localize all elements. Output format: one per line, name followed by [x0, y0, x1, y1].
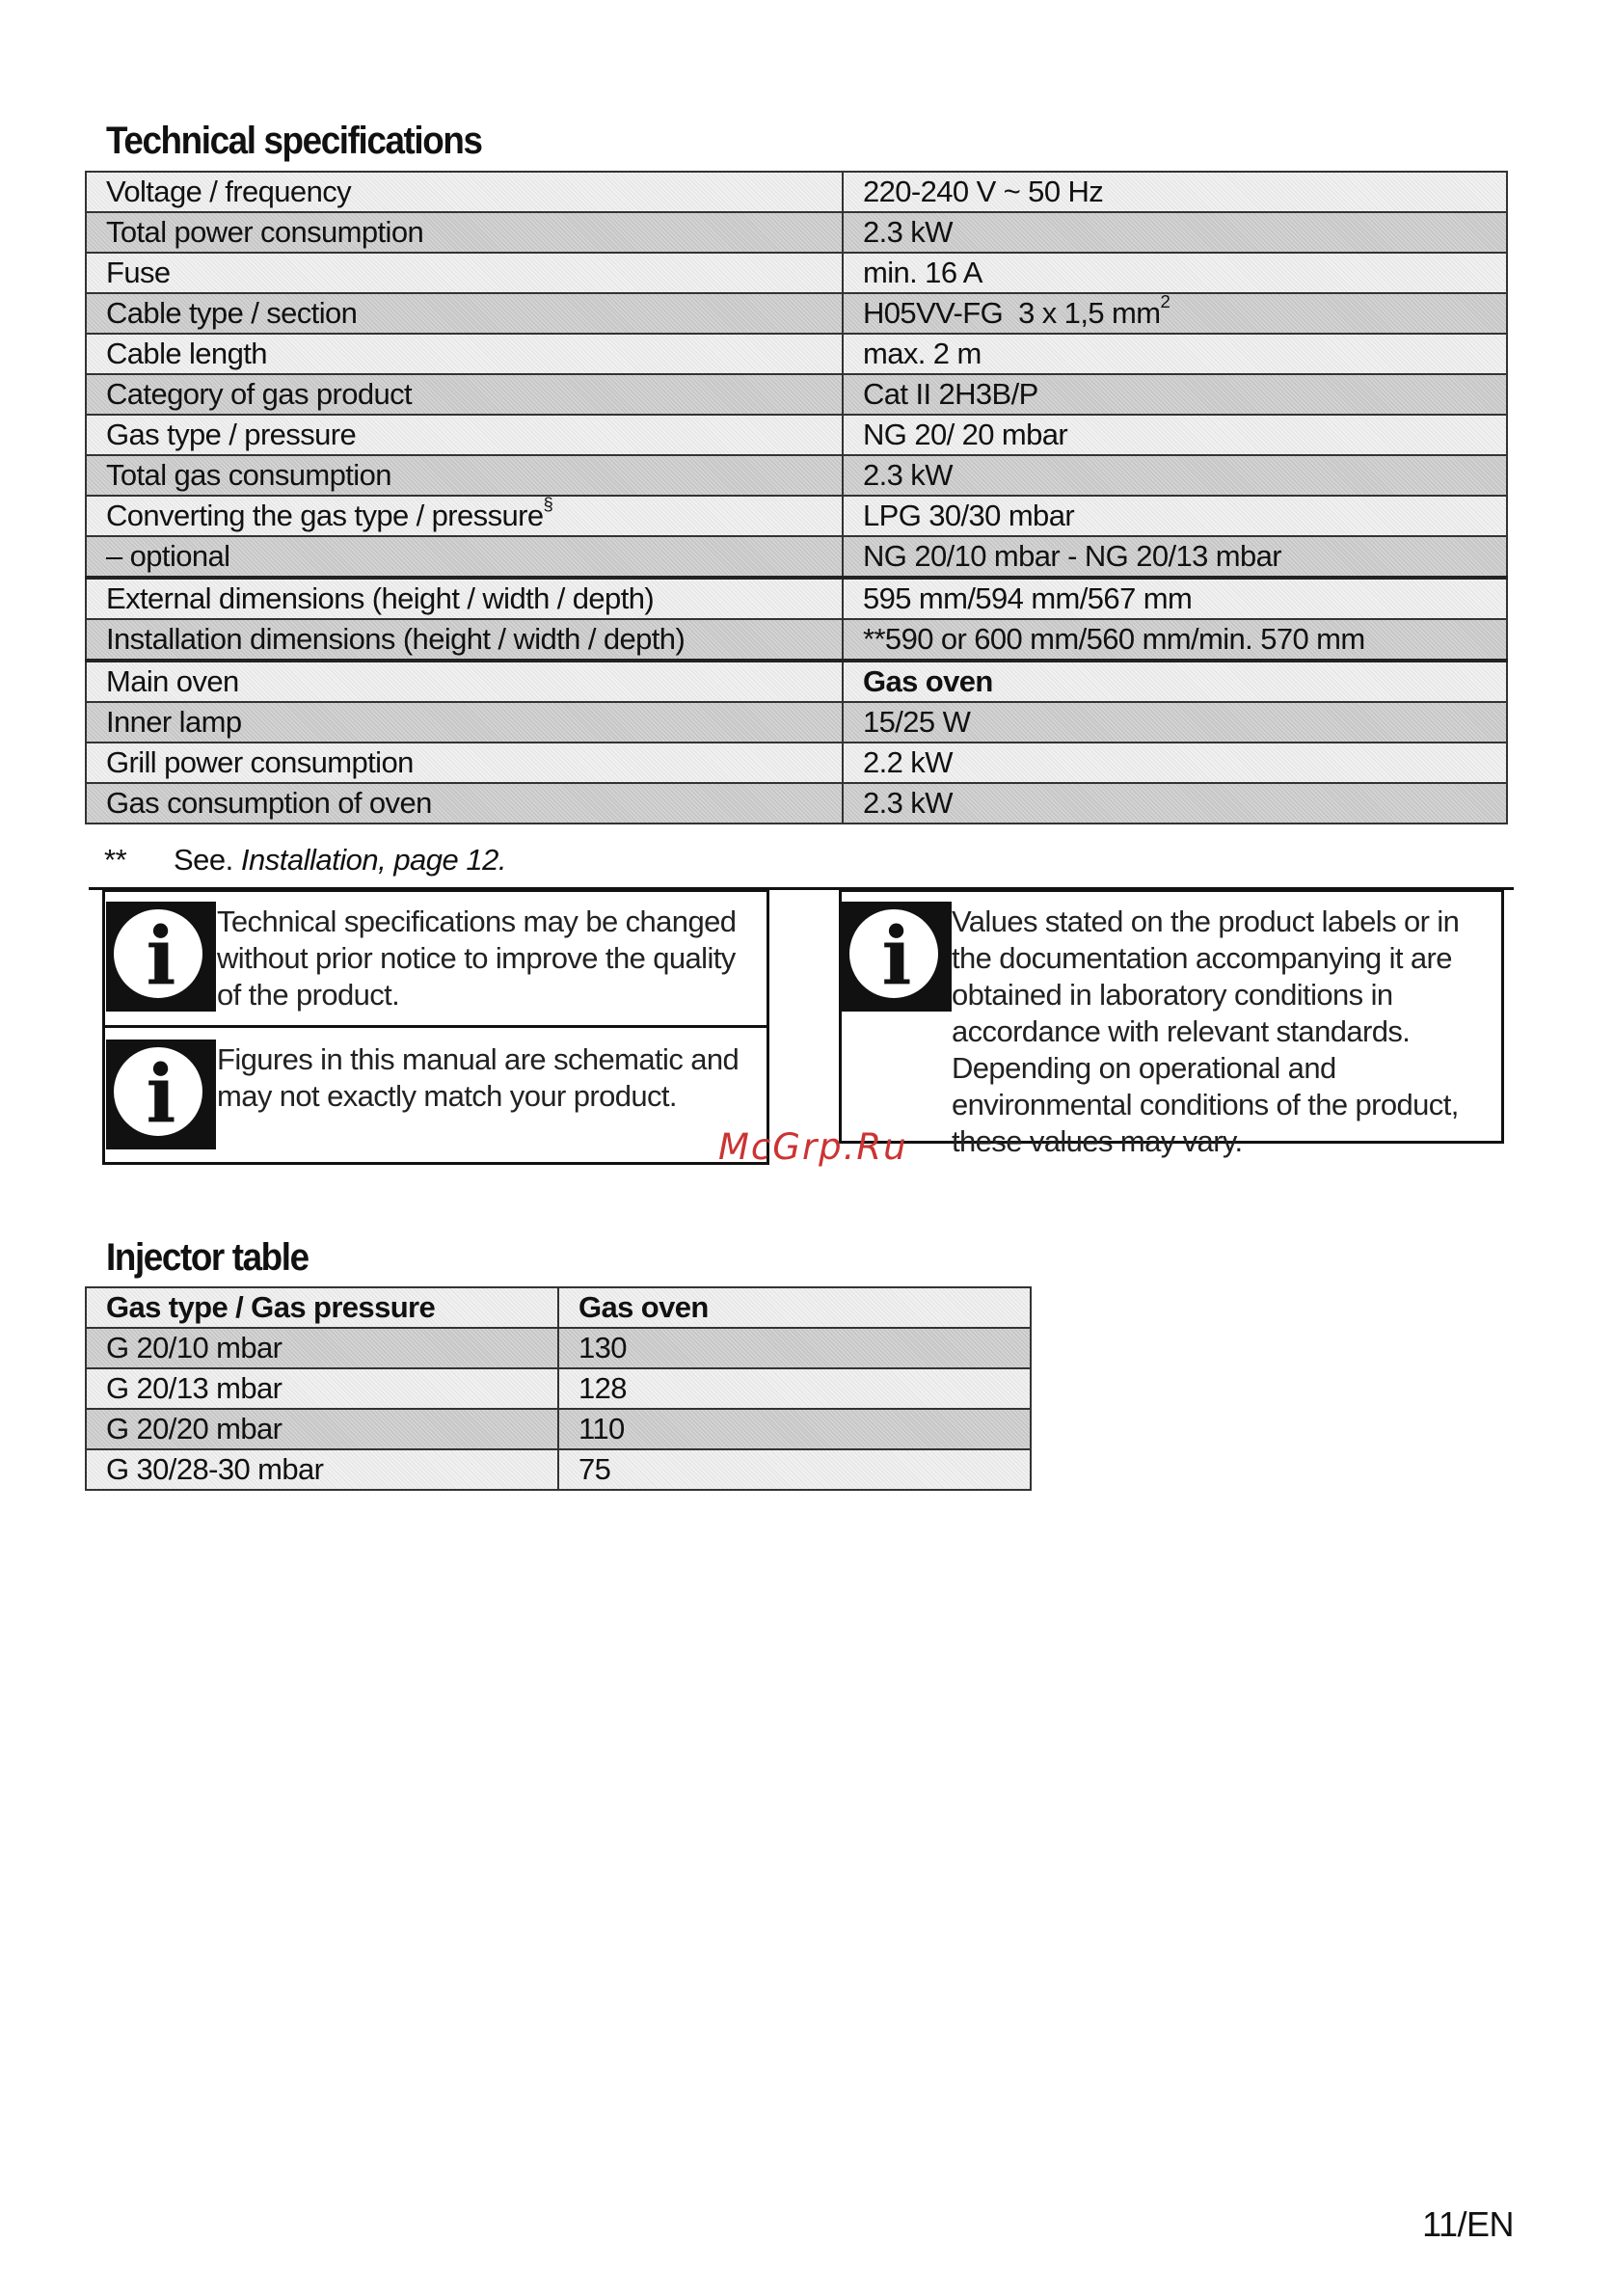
table-row: [86, 496, 1507, 536]
table-header-row: [86, 1287, 1031, 1328]
section-title-injector: Injector table: [106, 1236, 309, 1279]
footnote-mark: **: [104, 843, 127, 877]
spec-label: Total gas consumption: [86, 455, 843, 496]
spec-value: 2.2 kW: [843, 743, 1507, 783]
table-row: [86, 293, 1507, 334]
spec-value: [843, 293, 1507, 334]
section-title-technical: Technical specifications: [106, 120, 482, 162]
table-row: [86, 415, 1507, 455]
table-row: [86, 702, 1507, 743]
spec-value: 2.3 kW: [843, 455, 1507, 496]
table-row: [86, 1328, 1031, 1368]
watermark: McGrp.Ru: [718, 1126, 908, 1168]
spec-label-text: Converting the gas type / pressure: [106, 499, 544, 532]
table-row: [86, 1449, 1031, 1490]
spec-value: 595 mm/594 mm/567 mm: [843, 578, 1507, 619]
column-header: Gas type / Gas pressure: [86, 1287, 558, 1328]
injector-size: 75: [558, 1449, 1031, 1490]
spec-value: min. 16 A: [843, 253, 1507, 293]
table-row: [86, 374, 1507, 415]
spec-label: Main oven: [86, 661, 843, 702]
spec-label: Total power consumption: [86, 212, 843, 253]
spec-label: External dimensions (height / width / depth): [86, 578, 843, 619]
spec-label: Cable length: [86, 334, 843, 374]
injector-table: [85, 1286, 1032, 1491]
table-row: [86, 172, 1507, 212]
spec-label: Cable type / section: [86, 293, 843, 334]
column-header: Gas oven: [558, 1287, 1031, 1328]
info-icon-glyph: i: [146, 910, 176, 1003]
info-icon-glyph: i: [146, 1048, 176, 1141]
table-row: [86, 1409, 1031, 1449]
note-text: Technical specifications may be changed without prior notice to improve the quality of the product.: [217, 905, 737, 1012]
spec-label: [86, 496, 843, 536]
info-icon: [106, 902, 216, 1012]
info-icon: [106, 1040, 216, 1149]
info-icon-glyph: i: [881, 910, 912, 1003]
spec-value: LPG 30/30 mbar: [843, 496, 1507, 536]
spec-value: 2.3 kW: [843, 783, 1507, 824]
footnote-reference: Installation, page 12.: [240, 843, 506, 877]
table-row: [86, 334, 1507, 374]
table-row: [86, 661, 1507, 702]
spec-label: Grill power consumption: [86, 743, 843, 783]
spec-label: Voltage / frequency: [86, 172, 843, 212]
table-row: [86, 455, 1507, 496]
superscript: §: [543, 496, 553, 515]
spec-value: max. 2 m: [843, 334, 1507, 374]
injector-size: 130: [558, 1328, 1031, 1368]
table-row: [86, 783, 1507, 824]
table-row: [86, 212, 1507, 253]
injector-size: 110: [558, 1409, 1031, 1449]
table-row: [86, 743, 1507, 783]
spec-label: Category of gas product: [86, 374, 843, 415]
injector-gas: G 20/20 mbar: [86, 1409, 558, 1449]
note-text: Figures in this manual are schematic and may not exactly match your product.: [217, 1042, 740, 1113]
spec-label: Installation dimensions (height / width / depth): [86, 619, 843, 661]
table-row: [86, 1368, 1031, 1409]
spec-value: 15/25 W: [843, 702, 1507, 743]
table-row: [86, 253, 1507, 293]
footnote: [104, 843, 506, 878]
tech-spec-table: [85, 171, 1508, 824]
footnote-prefix: See.: [174, 843, 241, 877]
injector-gas: G 30/28-30 mbar: [86, 1449, 558, 1490]
table-row: [86, 578, 1507, 619]
injector-size: 128: [558, 1368, 1031, 1409]
spec-value: NG 20/ 20 mbar: [843, 415, 1507, 455]
spec-value: Gas oven: [843, 661, 1507, 702]
note-text: Values stated on the product labels or in the documentation accompanying it are obtained in laboratory conditions in accordance with relevant standards. Depending on operational and environmental conditions of the product, these values may vary.: [952, 905, 1460, 1158]
spec-value-text: H05VV-FG 3 x 1,5 mm: [863, 296, 1161, 330]
spec-value: **590 or 600 mm/560 mm/min. 570 mm: [843, 619, 1507, 661]
spec-label: Inner lamp: [86, 702, 843, 743]
info-box-divider: [102, 1025, 769, 1028]
table-row: [86, 536, 1507, 578]
spec-label: Fuse: [86, 253, 843, 293]
table-row: [86, 619, 1507, 661]
spec-label: Gas consumption of oven: [86, 783, 843, 824]
page-number: 11/EN: [1422, 2204, 1514, 2244]
spec-label: Gas type / pressure: [86, 415, 843, 455]
superscript: 2: [1160, 293, 1170, 312]
spec-label: – optional: [86, 536, 843, 578]
info-icon: [842, 902, 952, 1012]
spec-value: 220-240 V ~ 50 Hz: [843, 172, 1507, 212]
spec-value: 2.3 kW: [843, 212, 1507, 253]
injector-gas: G 20/10 mbar: [86, 1328, 558, 1368]
injector-gas: G 20/13 mbar: [86, 1368, 558, 1409]
spec-value: NG 20/10 mbar - NG 20/13 mbar: [843, 536, 1507, 578]
spec-value: Cat II 2H3B/P: [843, 374, 1507, 415]
